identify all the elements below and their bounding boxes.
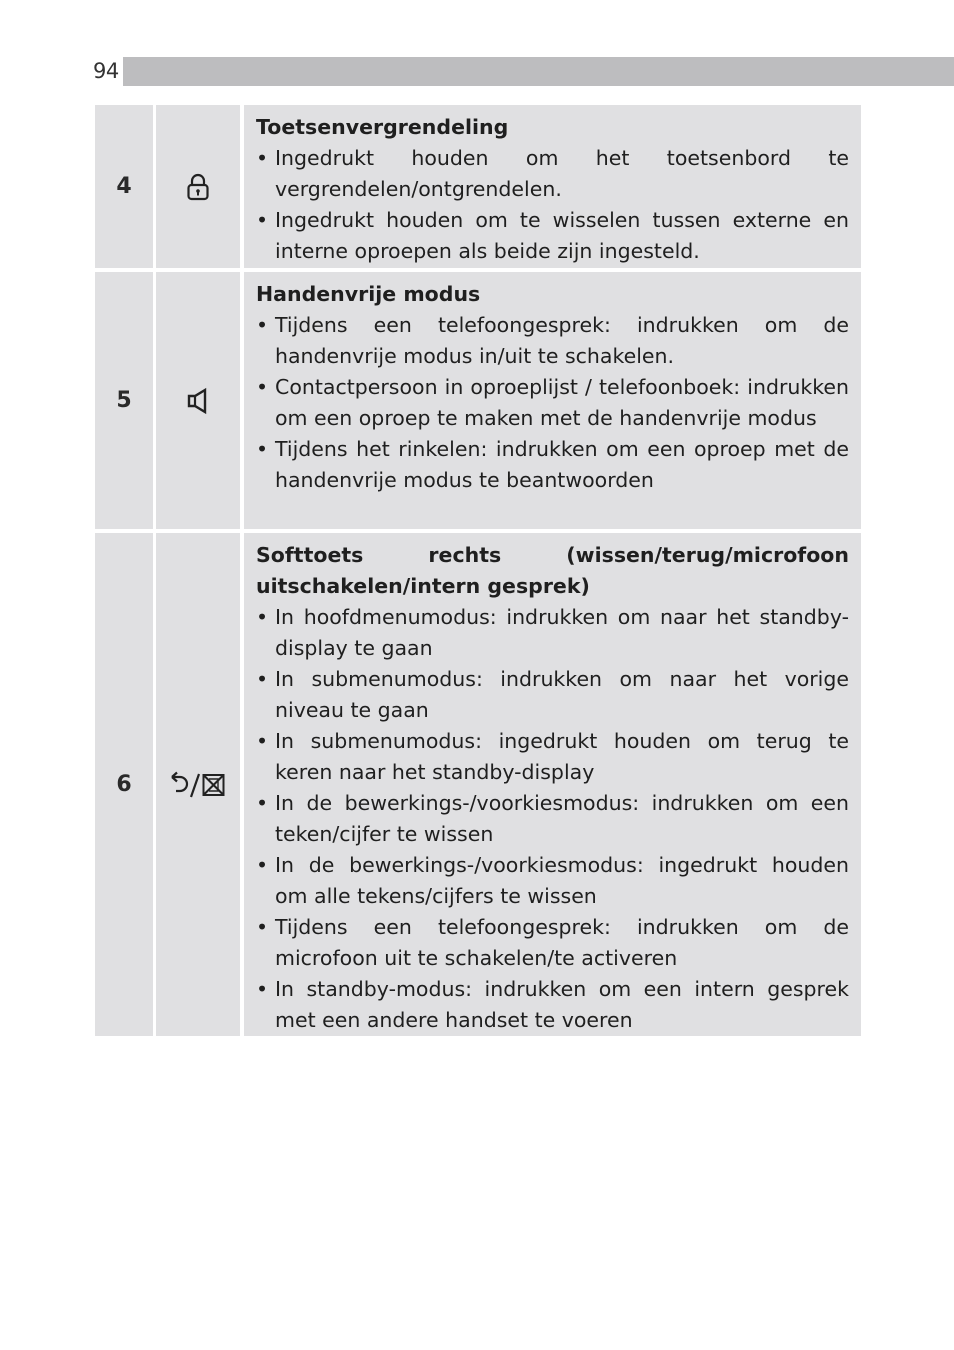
list-item: • In submenumodus: ingedrukt houden om terug te keren naar het standby-display [256, 726, 849, 788]
key-icon-cell [156, 272, 240, 529]
key-function-list [256, 143, 849, 267]
speaker-icon [186, 387, 210, 415]
list-item: • Tijdens het rinkelen: indrukken om een oproep met de handenvrije modus te beantwoorden [256, 434, 849, 496]
key-title: Handenvrije modus [256, 282, 481, 306]
list-item: • Tijdens een telefoongesprek: indrukken om de handenvrije modus in/uit te schakelen. [256, 310, 849, 372]
key-description [244, 105, 861, 268]
back-delete-icon [169, 771, 227, 799]
list-item: • In standby-modus: indrukken om een intern gesprek met een andere handset te voeren [256, 974, 849, 1036]
lock-icon [186, 173, 210, 201]
list-item: • In de bewerkings-/voorkiesmodus: ingedrukt houden om alle tekens/cijfers te wissen [256, 850, 849, 912]
list-item: • Ingedrukt houden om het toetsenbord te vergrendelen/ontgrendelen. [256, 143, 849, 205]
key-icon-cell [156, 105, 240, 268]
key-title: Softtoets rechts (wissen/terug/microfoon uitschakelen/intern gesprek) [256, 543, 849, 598]
table-row [95, 272, 861, 529]
list-item: • In submenumodus: indrukken om naar het vorige niveau te gaan [256, 664, 849, 726]
list-item: • In hoofdmenumodus: indrukken om naar het standby-display te gaan [256, 602, 849, 664]
list-item: • In de bewerkings-/voorkiesmodus: indrukken om een teken/cijfer te wissen [256, 788, 849, 850]
key-icon-cell [156, 533, 240, 1036]
page-number: 94 [93, 59, 119, 83]
header-bar [123, 57, 954, 86]
page-header [93, 57, 954, 86]
list-item: • Tijdens een telefoongesprek: indrukken om de microfoon uit te schakelen/te activeren [256, 912, 849, 974]
list-item: • Contactpersoon in oproeplijst / telefoonboek: indrukken om een oproep te maken met de handenvrije modus [256, 372, 849, 434]
key-function-table [95, 105, 861, 1040]
key-title: Toetsenvergrendeling [256, 115, 509, 139]
key-description [244, 533, 861, 1036]
key-function-list [256, 310, 849, 496]
table-row [95, 105, 861, 268]
list-item: • Ingedrukt houden om te wisselen tussen externe en interne oproepen als beide zijn ingesteld. [256, 205, 849, 267]
key-description [244, 272, 861, 529]
key-number: 6 [95, 533, 153, 1036]
key-function-list [256, 602, 849, 1036]
key-number: 4 [95, 105, 153, 268]
table-row [95, 533, 861, 1036]
key-number: 5 [95, 272, 153, 529]
